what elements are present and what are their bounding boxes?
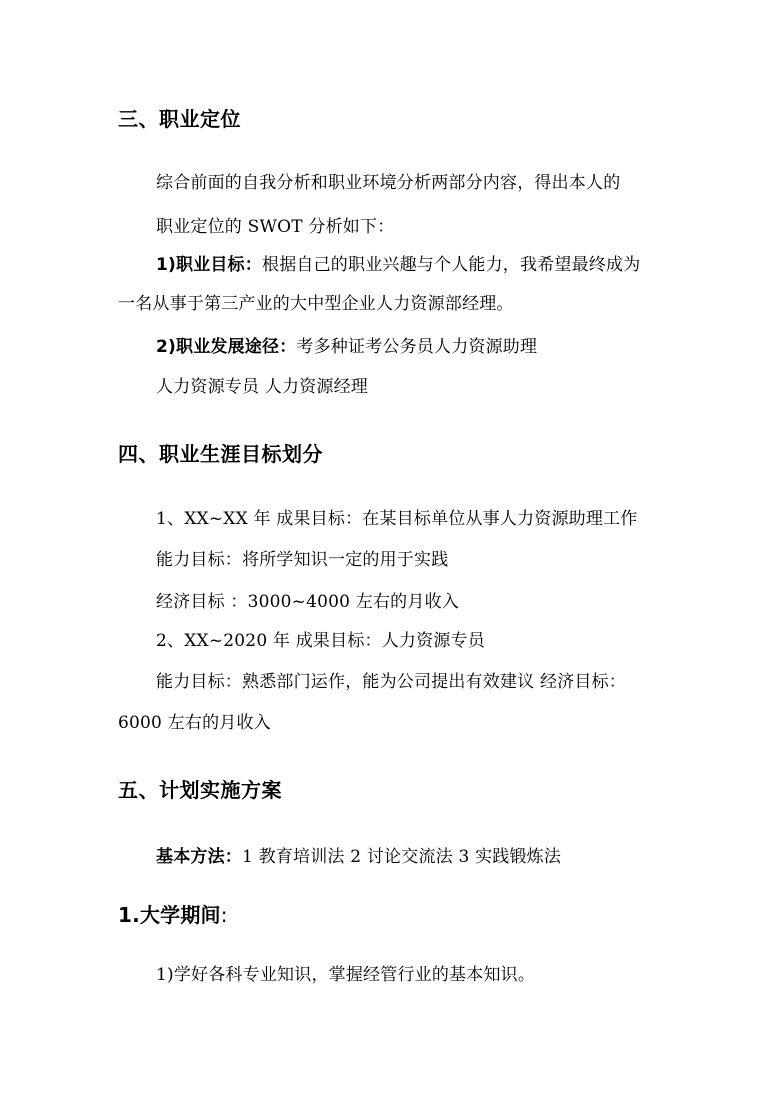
s4-item1-line-3: 经济目标 ：3000~4000 左右的月收入 — [156, 592, 459, 612]
s5-college-heading — [118, 902, 228, 928]
s5-methods-label: 基本方法： — [156, 847, 242, 867]
s5-college-item-1: 1)学好各科专业知识，掌握经管行业的基本知识。 — [156, 965, 536, 985]
section-4-heading: 四、职业生涯目标划分 — [118, 442, 323, 466]
s3-path-text: 考多种证考公务员人力资源助理 — [296, 337, 538, 357]
s3-path-line-2: 人力资源专员 人力资源经理 — [156, 377, 369, 397]
s4-item2-line-1: 2、XX~2020 年 成果目标：人力资源专员 — [156, 631, 485, 651]
s3-goal-label: 1)职业目标： — [156, 255, 262, 275]
s5-college-label: 1.大学期间 — [118, 903, 221, 927]
s3-goal-line-2: 一名从事于第三产业的大中型企业人力资源部经理。 — [118, 294, 514, 314]
s4-item2-line-3: 6000 左右的月收入 — [118, 713, 271, 733]
s3-goal-line-1 — [156, 254, 640, 276]
s3-goal-text: 根据自己的职业兴趣与个人能力，我希望最终成为 — [262, 255, 641, 275]
s4-item1-line-1: 1、XX~XX 年 成果目标：在某目标单位从事人力资源助理工作 — [156, 509, 638, 529]
section-3-heading: 三、职业定位 — [118, 107, 241, 131]
s3-path-label: 2)职业发展途径： — [156, 337, 297, 357]
s3-path-line-1 — [156, 336, 537, 358]
s3-intro-line-2: 职业定位的 SWOT 分析如下： — [156, 217, 395, 237]
s4-item1-line-2: 能力目标：将所学知识一定的用于实践 — [156, 550, 449, 570]
s3-intro-line-1: 综合前面的自我分析和职业环境分析两部分内容，得出本人的 — [156, 173, 621, 193]
s4-item2-line-2: 能力目标：熟悉部门运作，能为公司提出有效建议 经济目标： — [156, 672, 627, 692]
s5-college-colon: : — [220, 903, 228, 927]
section-5-heading: 五、计划实施方案 — [118, 778, 282, 802]
s5-methods-line — [156, 846, 561, 868]
s5-methods-text: 1 教育培训法 2 讨论交流法 3 实践锻炼法 — [242, 847, 562, 867]
